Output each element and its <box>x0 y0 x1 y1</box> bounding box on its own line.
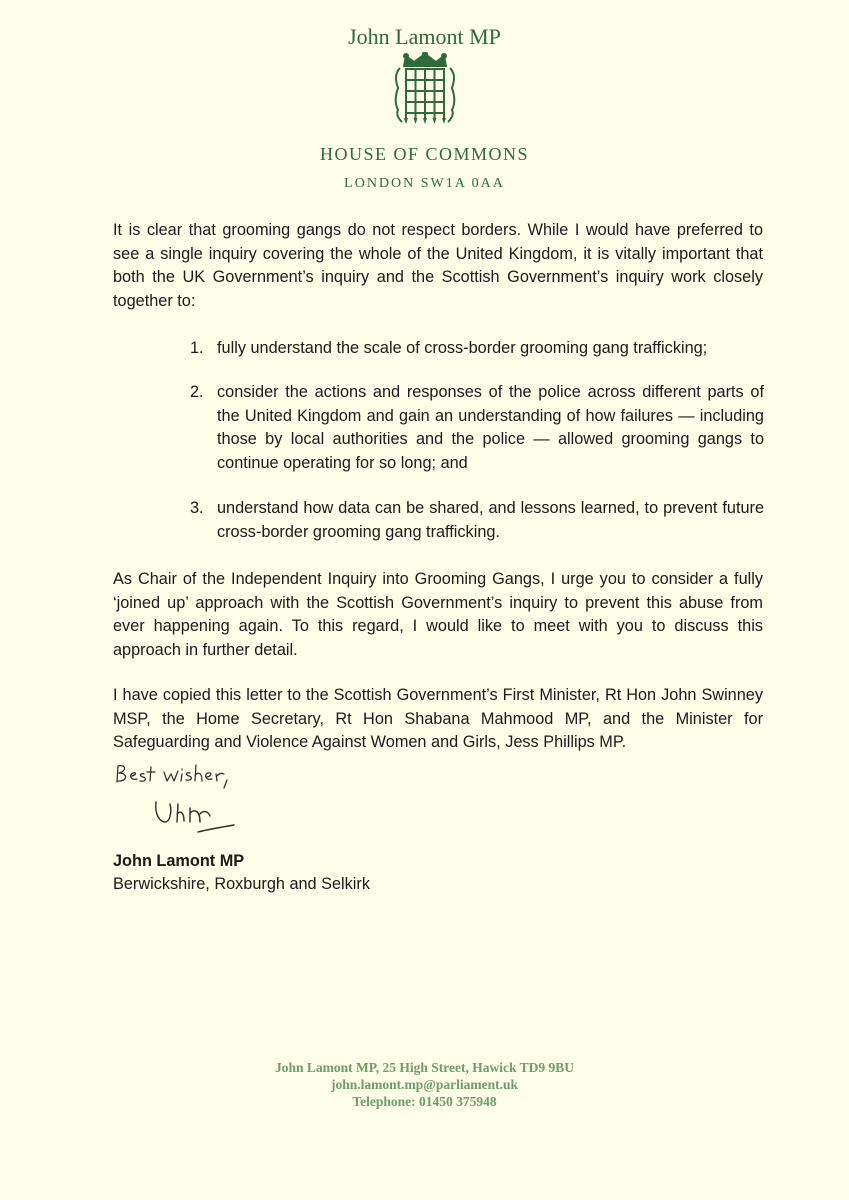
list-item <box>190 337 764 361</box>
list-item-text: fully understand the scale of cross-border grooming gang trafficking; <box>217 339 708 357</box>
list-number: 2. <box>190 383 204 401</box>
signer-name: John Lamont MP <box>113 852 245 870</box>
handwritten-signoff <box>114 760 314 790</box>
paragraph-3: I have copied this letter to the Scottish Government’s First Minister, Rt Hon John Swinney MSP, the Home Secretary, Rt Hon Shabana Mahmood MP, and the Minister for Safeguarding and Violence Against Women and Girls, Jess Phillips MP. <box>113 686 763 751</box>
list-item-text: consider the actions and responses of the police across different parts of the United Kingdom and gain an understanding of how failures — including those by local authorities and the police — allowed grooming gangs to continue operating for so long; and <box>217 383 764 472</box>
footer-address: John Lamont MP, 25 High Street, Hawick TD9 9BU <box>274 1060 575 1075</box>
letterhead-address: LONDON SW1A 0AA <box>344 176 505 191</box>
signer-constituency: Berwickshire, Roxburgh and Selkirk <box>113 875 370 893</box>
portcullis-icon <box>392 52 458 126</box>
list-number: 3. <box>190 499 204 517</box>
list-item <box>190 497 764 544</box>
numbered-list-1 <box>190 337 764 361</box>
numbered-list-3 <box>190 497 764 544</box>
paragraph-2: As Chair of the Independent Inquiry into Grooming Gangs, I urge you to consider a fully ‘joined up’ approach with the Scottish Government’s inquiry to prevent this abuse from ever happening again. To this regard, I would like to meet with you to discuss this approach in further detail. <box>113 570 763 659</box>
list-number: 1. <box>190 339 204 357</box>
footer-telephone: Telephone: 01450 375948 <box>352 1094 497 1109</box>
numbered-list-2 <box>190 381 764 475</box>
handwritten-signature <box>150 798 240 838</box>
list-item-text: understand how data can be shared, and lessons learned, to prevent future cross-border grooming gang trafficking. <box>217 499 764 541</box>
footer-email: john.lamont.mp@parliament.uk <box>331 1077 518 1092</box>
house-of-commons-heading: HOUSE OF COMMONS <box>319 144 530 164</box>
list-item <box>190 381 764 475</box>
letterhead-name: John Lamont MP <box>348 24 501 49</box>
paragraph-1: It is clear that grooming gangs do not respect borders. While I would have preferred to see a single inquiry covering the whole of the United Kingdom, it is vitally important that both the UK Government’s inquiry and the Scottish Government’s inquiry work closely together to: <box>113 221 763 310</box>
